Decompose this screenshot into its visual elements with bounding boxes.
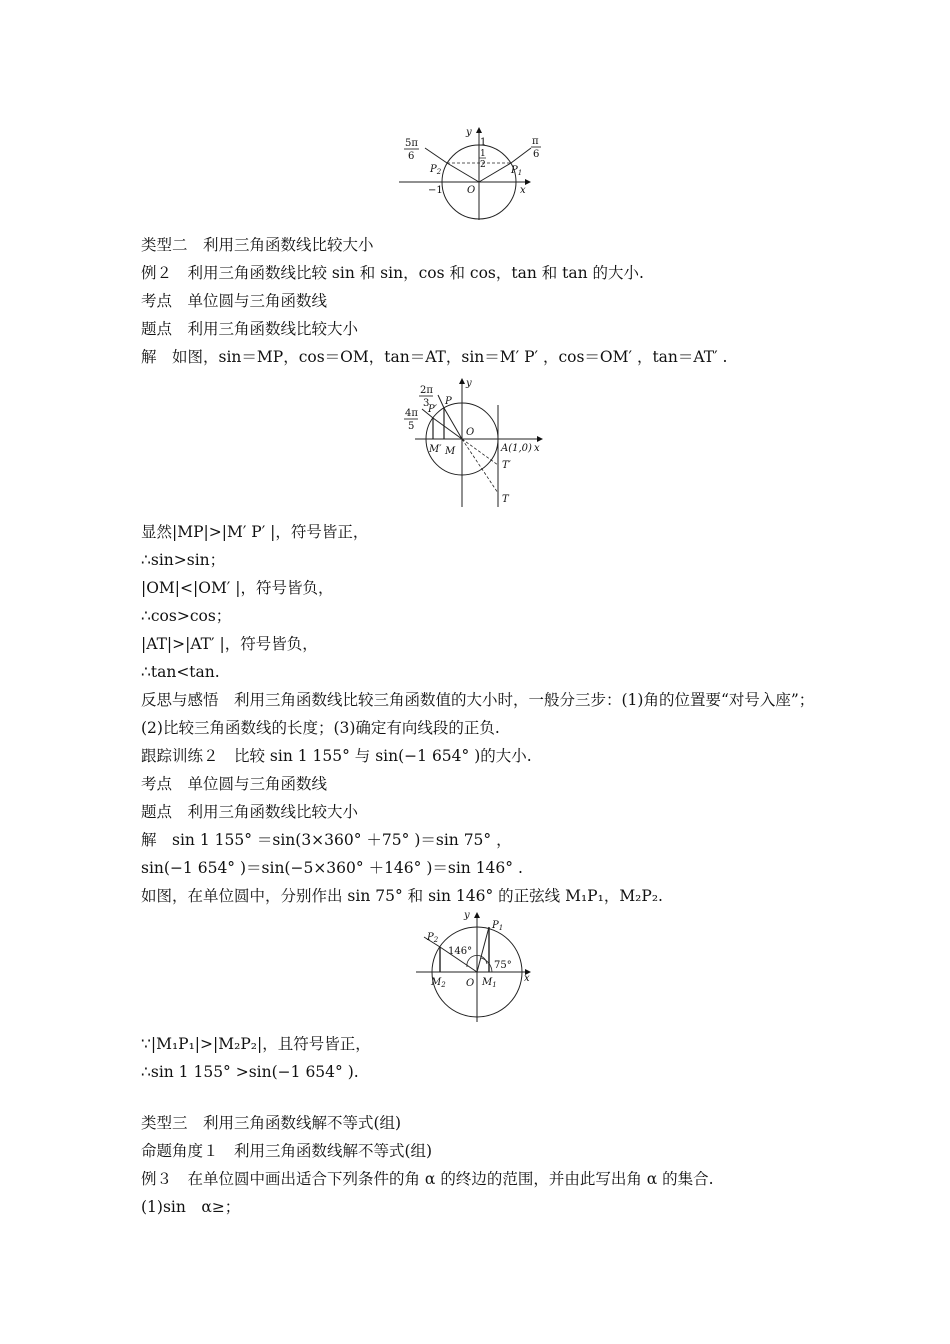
- fig1-P2-label: $P_2$: [430, 164, 442, 176]
- compare-line-6: ∴tan<tan.: [141, 663, 220, 681]
- fig2-Mp-label: M′: [429, 444, 442, 455]
- fig1-frac-pi-den: 6: [533, 149, 540, 160]
- tidian-1: 题点 利用三角函数线比较大小: [141, 320, 359, 338]
- compare-line-1: 显然|MP|>|M′ P′ |，符号皆正，: [141, 523, 369, 541]
- fig2-frac-4pi-num: 4π: [405, 408, 418, 419]
- fig2-frac-2pi-den: 3: [423, 398, 430, 409]
- drill-title: 跟踪训练２ 比较 sin 1 155° 与 sin(−1 654° )的大小.: [141, 747, 532, 765]
- fig1-one-label: 1: [480, 137, 487, 148]
- fig1-P1-label: $P_1$: [511, 165, 523, 177]
- fig2-Tp-label: T′: [502, 460, 511, 471]
- question-1: (1)sin α≥；: [141, 1198, 241, 1216]
- fig3-angle-75: 75°: [494, 960, 512, 971]
- fig2-frac-2pi-num: 2π: [420, 385, 433, 396]
- fig2-frac-4pi-den: 5: [408, 421, 415, 432]
- figure-unit-circle-sine-lines: [412, 907, 542, 1027]
- fig2-origin: O: [466, 427, 475, 438]
- kaodian-2: 考点 单位圆与三角函数线: [141, 775, 328, 793]
- drill-solution-3: 如图，在单位圆中，分别作出 sin 75° 和 sin 146° 的正弦线 M₁P₁，M₂P₂.: [141, 887, 663, 905]
- kaodian-1: 考点 单位圆与三角函数线: [141, 292, 328, 310]
- example-3: 例３ 在单位圆中画出适合下列条件的角 α 的终边的范围，并由此写出角 α 的集合.: [141, 1170, 714, 1188]
- fig2-M-label: M: [445, 446, 456, 457]
- fig3-y-label: y: [464, 910, 470, 921]
- fig2-x-label: x: [534, 443, 540, 454]
- fig3-angle-146: 146°: [448, 946, 473, 957]
- compare-line-2: ∴sin>sin；: [141, 551, 226, 569]
- fig3-x-label: x: [524, 973, 530, 984]
- drill-solution-2: sin(−1 654° )＝sin(−5×360° ＋146° )＝sin 146° .: [141, 859, 523, 877]
- drill-end-line-2: ∴sin 1 155° >sin(−1 654° ).: [141, 1063, 359, 1081]
- figure-unit-circle-compare: [400, 375, 550, 510]
- section-2-title: 类型二 利用三角函数线比较大小: [141, 236, 374, 254]
- fig2-T-label: T: [502, 494, 509, 505]
- fig2-P-label: P: [445, 396, 452, 407]
- proposition-angle-1: 命题角度１ 利用三角函数线解不等式(组): [141, 1142, 433, 1160]
- fig2-y-label: y: [466, 378, 472, 389]
- fig1-frac-5pi-den: 6: [408, 151, 415, 162]
- fig1-frac-pi-num: π: [532, 136, 539, 147]
- figure-unit-circle-pi6: [395, 122, 545, 222]
- compare-line-3: |OM|<|OM′ |，符号皆负，: [141, 579, 334, 597]
- reflection-paragraph: 反思与感悟 利用三角函数线比较三角函数值的大小时，一般分三步：(1)角的位置要“对号入座”；(2)比较三角函数线的长度；(3)确定有向线段的正负.: [141, 691, 815, 737]
- tidian-2: 题点 利用三角函数线比较大小: [141, 803, 359, 821]
- drill-solution-1: 解 sin 1 155° ＝sin(3×360° ＋75° )＝sin 75° ，: [141, 831, 512, 849]
- fig1-x-label: x: [520, 185, 526, 196]
- fig1-y-label: y: [466, 127, 472, 138]
- section-3-title: 类型三 利用三角函数线解不等式(组): [141, 1114, 402, 1132]
- example-2: 例２ 利用三角函数线比较 sin 和 sin，cos 和 cos，tan 和 tan 的大小.: [141, 264, 644, 282]
- fig1-origin: O: [467, 185, 476, 196]
- drill-end-line-1: ∵|M₁P₁|>|M₂P₂|，且符号皆正，: [141, 1035, 371, 1053]
- fig1-minus-one: −1: [428, 185, 443, 196]
- compare-line-5: |AT|>|AT′ |，符号皆负，: [141, 635, 318, 653]
- fig1-frac-5pi-num: 5π: [405, 138, 418, 149]
- fig3-P2-label: $P_2$: [427, 932, 439, 944]
- fig3-M2-label: $M_2$: [431, 977, 446, 989]
- fig3-P1-label: $P_1$: [492, 920, 504, 932]
- fig3-origin: O: [466, 978, 475, 989]
- fig2-A-label: A(1,0): [501, 443, 532, 454]
- solution-1: 解 如图，sin＝MP，cos＝OM，tan＝AT，sin＝M′ P′ ，cos＝OM′ ，tan＝AT′ .: [141, 348, 728, 366]
- fig1-half-num: 1: [480, 149, 486, 159]
- fig2-Pp-label: P′: [428, 404, 437, 415]
- compare-line-4: ∴cos>cos；: [141, 607, 232, 625]
- fig1-half-den: 2: [480, 160, 486, 170]
- fig3-M1-label: $M_1$: [482, 977, 497, 989]
